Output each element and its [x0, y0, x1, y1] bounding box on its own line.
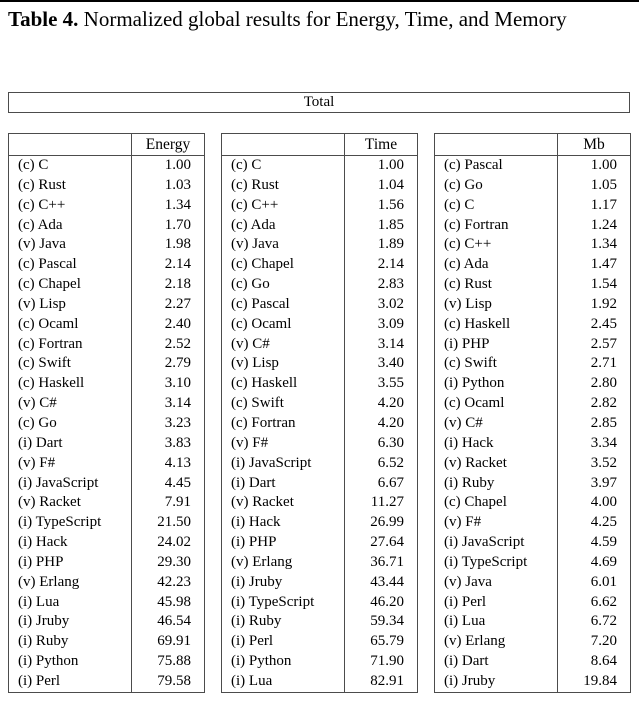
- language-cell: (v) F#: [9, 454, 132, 474]
- table-row: [9, 573, 204, 593]
- language-cell: (c) C++: [222, 196, 345, 216]
- value-cell: 3.10: [164, 375, 191, 392]
- value-cell: 4.59: [590, 534, 617, 551]
- value-cell: 1.54: [590, 276, 617, 293]
- table-row: [222, 196, 417, 216]
- table-row: [9, 493, 204, 513]
- language-cell: (i) Hack: [435, 434, 558, 454]
- value-cell: 2.71: [590, 355, 617, 372]
- language-cell: (i) Lua: [9, 593, 132, 613]
- memory-table-header-row: [435, 134, 630, 156]
- empty-header-cell: [222, 134, 345, 155]
- table-row: [222, 394, 417, 414]
- table-row: [222, 434, 417, 454]
- language-cell: (v) F#: [435, 513, 558, 533]
- value-cell: 79.58: [157, 672, 191, 689]
- value-cell: 1.00: [590, 157, 617, 173]
- value-cell: 4.25: [590, 514, 617, 531]
- table-row: [222, 612, 417, 632]
- table-row: [435, 454, 630, 474]
- value-cell: 1.00: [164, 157, 191, 173]
- table-row: [222, 493, 417, 513]
- value-cell: 3.40: [377, 355, 404, 372]
- value-cell: 1.89: [377, 236, 404, 253]
- language-cell: (v) C#: [9, 394, 132, 414]
- language-cell: (c) Fortran: [435, 216, 558, 236]
- time-column-header: Time: [364, 136, 398, 153]
- value-cell: 2.40: [164, 315, 191, 332]
- table-row: [9, 275, 204, 295]
- language-cell: (i) Dart: [435, 652, 558, 672]
- table-row: [9, 593, 204, 613]
- table-row: [222, 295, 417, 315]
- language-cell: (c) C++: [9, 196, 132, 216]
- value-cell: 6.62: [590, 593, 617, 610]
- memory-table-body: [435, 156, 630, 692]
- value-cell: 6.01: [590, 573, 617, 590]
- energy-table-header-row: [9, 134, 204, 156]
- caption-top-rule: [0, 0, 639, 2]
- language-cell: (v) Racket: [222, 493, 345, 513]
- language-cell: (i) TypeScript: [9, 513, 132, 533]
- value-cell: 2.14: [164, 256, 191, 273]
- language-cell: (c) Chapel: [435, 493, 558, 513]
- table-row: [9, 216, 204, 236]
- language-cell: (i) Perl: [9, 672, 132, 692]
- table-row: [9, 295, 204, 315]
- value-cell: 1.00: [377, 157, 404, 173]
- value-cell: 4.69: [590, 553, 617, 570]
- table-row: [222, 672, 417, 692]
- value-cell: 6.52: [377, 454, 404, 471]
- language-cell: (v) Java: [222, 235, 345, 255]
- value-cell: 46.54: [157, 613, 191, 630]
- value-cell: 4.20: [377, 395, 404, 412]
- language-cell: (i) Jruby: [435, 672, 558, 692]
- table-row: [435, 394, 630, 414]
- language-cell: (v) Racket: [9, 493, 132, 513]
- value-cell: 6.30: [377, 434, 404, 451]
- value-cell: 36.71: [370, 553, 404, 570]
- value-cell: 3.02: [377, 295, 404, 312]
- table-row: [9, 335, 204, 355]
- table-row: [435, 275, 630, 295]
- language-cell: (i) Python: [435, 374, 558, 394]
- language-cell: (c) Haskell: [435, 315, 558, 335]
- table-row: [435, 374, 630, 394]
- table-row: [222, 593, 417, 613]
- language-cell: (v) Lisp: [222, 354, 345, 374]
- value-cell: 1.34: [164, 196, 191, 213]
- table-row: [222, 632, 417, 652]
- language-cell: (v) Lisp: [9, 295, 132, 315]
- value-cell: 42.23: [157, 573, 191, 590]
- value-cell: 24.02: [157, 534, 191, 551]
- empty-header-cell: [9, 134, 132, 155]
- table-row: [9, 553, 204, 573]
- table-row: [9, 374, 204, 394]
- value-cell: 82.91: [370, 672, 404, 689]
- value-cell: 3.97: [590, 474, 617, 491]
- table-row: [435, 176, 630, 196]
- value-cell: 59.34: [370, 613, 404, 630]
- table-row: [435, 553, 630, 573]
- language-cell: (i) Hack: [222, 513, 345, 533]
- table-row: [222, 573, 417, 593]
- value-cell: 21.50: [157, 514, 191, 531]
- table-row: [222, 513, 417, 533]
- value-cell: 1.04: [377, 176, 404, 193]
- table-row: [9, 414, 204, 434]
- table-row: [222, 315, 417, 335]
- table-row: [222, 474, 417, 494]
- value-cell: 2.14: [377, 256, 404, 273]
- language-cell: (c) Pascal: [222, 295, 345, 315]
- table-row: [435, 216, 630, 236]
- memory-column-header: Mb: [583, 136, 605, 153]
- language-cell: (c) Ocaml: [222, 315, 345, 335]
- value-cell: 71.90: [370, 653, 404, 670]
- value-cell: 3.23: [164, 414, 191, 431]
- language-cell: (i) Jruby: [9, 612, 132, 632]
- language-cell: (c) Pascal: [9, 255, 132, 275]
- language-cell: (i) Lua: [435, 612, 558, 632]
- language-cell: (i) Python: [222, 652, 345, 672]
- language-cell: (c) Ada: [9, 216, 132, 236]
- table-row: [222, 414, 417, 434]
- language-cell: (c) Swift: [435, 354, 558, 374]
- table-row: [222, 275, 417, 295]
- language-cell: (c) Rust: [222, 176, 345, 196]
- table-row: [9, 434, 204, 454]
- table-caption: [8, 6, 606, 34]
- time-table-body: [222, 156, 417, 692]
- language-cell: (v) Lisp: [435, 295, 558, 315]
- language-cell: (c) C++: [435, 235, 558, 255]
- value-cell: 3.34: [590, 434, 617, 451]
- table-row: [9, 394, 204, 414]
- value-cell: 7.91: [164, 494, 191, 511]
- language-cell: (i) PHP: [222, 533, 345, 553]
- table-row: [435, 593, 630, 613]
- language-cell: (i) TypeScript: [435, 553, 558, 573]
- value-cell: 1.85: [377, 216, 404, 233]
- value-cell: 8.64: [590, 653, 617, 670]
- value-cell: 4.13: [164, 454, 191, 471]
- table-row: [222, 533, 417, 553]
- value-cell: 3.52: [590, 454, 617, 471]
- value-cell: 29.30: [157, 553, 191, 570]
- value-cell: 2.18: [164, 276, 191, 293]
- value-cell: 1.56: [377, 196, 404, 213]
- language-cell: (c) Haskell: [222, 374, 345, 394]
- language-cell: (c) Swift: [9, 354, 132, 374]
- empty-header-cell: [435, 134, 558, 155]
- value-cell: 3.14: [164, 395, 191, 412]
- table-row: [222, 235, 417, 255]
- value-cell: 27.64: [370, 534, 404, 551]
- table-row: [222, 156, 417, 176]
- language-cell: (c) Go: [435, 176, 558, 196]
- table-row: [9, 196, 204, 216]
- language-cell: (v) Java: [435, 573, 558, 593]
- table-row: [435, 354, 630, 374]
- value-cell: 3.09: [377, 315, 404, 332]
- table-row: [9, 632, 204, 652]
- value-cell: 1.47: [590, 256, 617, 273]
- memory-table: [434, 133, 631, 693]
- value-cell: 3.83: [164, 434, 191, 451]
- time-table-header-row: [222, 134, 417, 156]
- value-cell: 3.55: [377, 375, 404, 392]
- language-cell: (i) TypeScript: [222, 593, 345, 613]
- value-cell: 69.91: [157, 633, 191, 650]
- language-cell: (i) Ruby: [222, 612, 345, 632]
- table-row: [435, 493, 630, 513]
- value-cell: 2.45: [590, 315, 617, 332]
- table-row: [435, 573, 630, 593]
- value-cell: 2.85: [590, 414, 617, 431]
- value-cell: 1.17: [590, 196, 617, 213]
- value-cell: 75.88: [157, 653, 191, 670]
- table-row: [9, 354, 204, 374]
- value-cell: 6.67: [377, 474, 404, 491]
- energy-table: [8, 133, 205, 693]
- table-row: [9, 235, 204, 255]
- table-row: [222, 374, 417, 394]
- table-row: [9, 652, 204, 672]
- value-cell: 2.57: [590, 335, 617, 352]
- caption-text: Normalized global results for Energy, Time, and Memory: [83, 7, 567, 31]
- caption-label: Table 4.: [8, 7, 79, 31]
- language-cell: (c) Chapel: [222, 255, 345, 275]
- table-row: [9, 474, 204, 494]
- language-cell: (i) JavaScript: [222, 454, 345, 474]
- tables-row: [8, 133, 631, 693]
- language-cell: (i) PHP: [435, 335, 558, 355]
- table-row: [222, 454, 417, 474]
- table-row: [222, 216, 417, 236]
- table-row: [9, 255, 204, 275]
- total-header: Total: [8, 92, 630, 113]
- language-cell: (c) Pascal: [435, 156, 558, 176]
- language-cell: (c) Rust: [9, 176, 132, 196]
- value-cell: 3.14: [377, 335, 404, 352]
- value-cell: 4.45: [164, 474, 191, 491]
- table-row: [9, 176, 204, 196]
- table-row: [435, 414, 630, 434]
- table-row: [435, 335, 630, 355]
- value-cell: 2.79: [164, 355, 191, 372]
- language-cell: (c) Rust: [435, 275, 558, 295]
- value-cell: 2.27: [164, 295, 191, 312]
- value-cell: 1.98: [164, 236, 191, 253]
- language-cell: (v) F#: [222, 434, 345, 454]
- language-cell: (v) C#: [435, 414, 558, 434]
- table-row: [435, 235, 630, 255]
- language-cell: (v) Racket: [435, 454, 558, 474]
- value-cell: 7.20: [590, 633, 617, 650]
- language-cell: (c) Fortran: [222, 414, 345, 434]
- table-row: [435, 612, 630, 632]
- language-cell: (c) Chapel: [9, 275, 132, 295]
- table-row: [222, 354, 417, 374]
- language-cell: (i) Ruby: [9, 632, 132, 652]
- value-cell: 2.52: [164, 335, 191, 352]
- language-cell: (c) Go: [9, 414, 132, 434]
- language-cell: (i) PHP: [9, 553, 132, 573]
- table-row: [435, 434, 630, 454]
- table-row: [435, 295, 630, 315]
- table-row: [222, 553, 417, 573]
- language-cell: (c) Fortran: [9, 335, 132, 355]
- value-cell: 2.82: [590, 395, 617, 412]
- language-cell: (i) Dart: [9, 434, 132, 454]
- value-cell: 1.34: [590, 236, 617, 253]
- language-cell: (c) Go: [222, 275, 345, 295]
- language-cell: (c) Swift: [222, 394, 345, 414]
- value-cell: 4.20: [377, 414, 404, 431]
- table-row: [435, 632, 630, 652]
- value-cell: 43.44: [370, 573, 404, 590]
- value-cell: 2.80: [590, 375, 617, 392]
- table-row: [9, 513, 204, 533]
- value-cell: 1.92: [590, 295, 617, 312]
- language-cell: (c) Haskell: [9, 374, 132, 394]
- value-cell: 4.00: [590, 494, 617, 511]
- language-cell: (i) Perl: [435, 593, 558, 613]
- language-cell: (v) Java: [9, 235, 132, 255]
- language-cell: (c) C: [222, 156, 345, 176]
- table-row: [9, 533, 204, 553]
- table-row: [435, 672, 630, 692]
- table-row: [435, 315, 630, 335]
- language-cell: (i) Perl: [222, 632, 345, 652]
- language-cell: (i) Jruby: [222, 573, 345, 593]
- table-row: [9, 156, 204, 176]
- language-cell: (c) C: [435, 196, 558, 216]
- value-cell: 1.70: [164, 216, 191, 233]
- language-cell: (v) Erlang: [9, 573, 132, 593]
- table-row: [9, 672, 204, 692]
- language-cell: (i) JavaScript: [435, 533, 558, 553]
- table-row: [435, 474, 630, 494]
- language-cell: (i) Hack: [9, 533, 132, 553]
- table-row: [9, 315, 204, 335]
- language-cell: (c) C: [9, 156, 132, 176]
- energy-column-header: Energy: [145, 136, 191, 153]
- table-row: [435, 513, 630, 533]
- language-cell: (c) Ocaml: [435, 394, 558, 414]
- energy-table-body: [9, 156, 204, 692]
- value-cell: 65.79: [370, 633, 404, 650]
- table-row: [9, 454, 204, 474]
- value-cell: 26.99: [370, 514, 404, 531]
- table-row: [222, 176, 417, 196]
- value-cell: 2.83: [377, 276, 404, 293]
- value-cell: 46.20: [370, 593, 404, 610]
- value-cell: 6.72: [590, 613, 617, 630]
- table-row: [435, 533, 630, 553]
- value-cell: 19.84: [583, 672, 617, 689]
- language-cell: (i) Lua: [222, 672, 345, 692]
- language-cell: (i) Python: [9, 652, 132, 672]
- language-cell: (c) Ada: [222, 216, 345, 236]
- language-cell: (v) Erlang: [435, 632, 558, 652]
- value-cell: 1.24: [590, 216, 617, 233]
- value-cell: 45.98: [157, 593, 191, 610]
- table-row: [435, 255, 630, 275]
- language-cell: (i) Ruby: [435, 474, 558, 494]
- language-cell: (v) Erlang: [222, 553, 345, 573]
- language-cell: (c) Ada: [435, 255, 558, 275]
- table-row: [222, 335, 417, 355]
- language-cell: (i) JavaScript: [9, 474, 132, 494]
- language-cell: (v) C#: [222, 335, 345, 355]
- table-row: [222, 255, 417, 275]
- table-row: [435, 196, 630, 216]
- value-cell: 1.03: [164, 176, 191, 193]
- table-row: [9, 612, 204, 632]
- value-cell: 1.05: [590, 176, 617, 193]
- time-table: [221, 133, 418, 693]
- table-row: [222, 652, 417, 672]
- language-cell: (i) Dart: [222, 474, 345, 494]
- table-row: [435, 652, 630, 672]
- value-cell: 11.27: [370, 494, 404, 511]
- table-row: [435, 156, 630, 176]
- language-cell: (c) Ocaml: [9, 315, 132, 335]
